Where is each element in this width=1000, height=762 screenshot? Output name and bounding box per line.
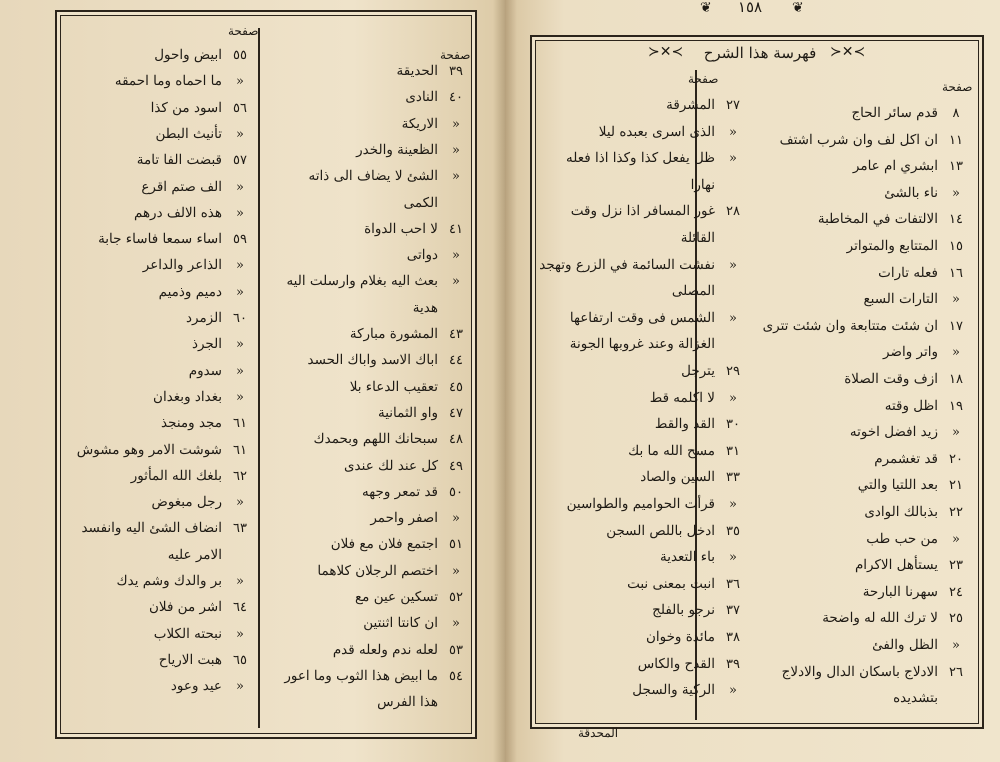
entry-page-number: « [236, 258, 244, 274]
entry-page-number: ٣٣ [726, 470, 740, 486]
entry-text: لا ترك الله له واضحة [822, 610, 938, 627]
index-entry [263, 509, 468, 528]
index-entry [263, 667, 468, 686]
entry-text: بتشديده [893, 690, 938, 707]
index-entry [263, 62, 468, 81]
entry-page-number: ١٦ [949, 265, 963, 281]
entry-text: اجتمع فلان مع فلان [330, 536, 438, 553]
entry-page-number: « [729, 310, 737, 326]
entry-page-number: ٤١ [449, 221, 463, 237]
entry-page-number: « [729, 497, 737, 512]
entry-text: يترجل [681, 363, 715, 379]
entry-page-number: ١٣ [949, 159, 963, 175]
entry-page-number: ٦٠ [233, 311, 247, 326]
entry-page-number: « [452, 511, 460, 527]
index-entry [263, 378, 468, 397]
index-entry [530, 495, 745, 514]
entry-page-number: « [729, 151, 737, 167]
entry-text: فعله تارات [878, 264, 938, 281]
index-entry [728, 423, 968, 442]
index-entry [263, 614, 468, 633]
index-entry [728, 317, 968, 336]
index-entry [728, 184, 968, 203]
entry-page-number: « [952, 638, 960, 653]
entry-text: لعله ندم ولعله قدم [332, 641, 438, 658]
entry-page-number: ٢٣ [949, 558, 963, 574]
index-entry [62, 441, 252, 460]
index-entry [62, 335, 252, 354]
page-footer: المحدقة [578, 726, 619, 740]
entry-page-number: « [952, 531, 960, 547]
entry-text: رجل مبغوض [151, 494, 222, 511]
index-entry [728, 370, 968, 389]
index-entry [62, 230, 252, 249]
index-entry [263, 141, 468, 160]
entry-page-number: ٣٩ [726, 656, 740, 672]
entry-page-number: « [452, 616, 460, 632]
entry-page-number: « [952, 425, 960, 441]
entry-page-number: ٦١ [233, 416, 247, 432]
entry-text: زيد افضل اخوته [849, 424, 938, 441]
entry-text: سبحانك اللهم وبحمدك [313, 431, 438, 448]
entry-page-number: ٤٥ [449, 379, 463, 395]
entry-text: التارات السبع [863, 291, 938, 308]
entry-text: هذه الالف درهم [133, 204, 222, 221]
entry-text: شوشت الامر وهو مشوش [76, 441, 222, 458]
index-entry [62, 151, 252, 170]
entry-text: ابشري ام عامر [852, 158, 938, 175]
entry-text: كل عند لك عندى [343, 457, 438, 474]
page-number: ١٥٨ [737, 0, 763, 16]
entry-text: قبضت الفا تامة [136, 152, 222, 169]
entry-text: الحديقة [396, 63, 438, 79]
entry-text: ما احماه وما احمقه [114, 73, 222, 90]
index-entry [728, 237, 968, 256]
index-entry [728, 343, 968, 362]
entry-text: ما ابيض هذا الثوب وما اعور [284, 667, 438, 684]
entry-text: الف صتم اقرع [141, 178, 222, 195]
entry-page-number: ٢٥ [949, 611, 963, 627]
entry-page-number: ١٤ [949, 212, 963, 228]
index-entry [263, 483, 468, 502]
entry-page-number: « [236, 679, 244, 695]
index-entry [728, 397, 968, 416]
entry-text: المشرقة [666, 97, 715, 113]
index-entry [530, 468, 745, 487]
entry-page-number: ٢٧ [726, 98, 740, 113]
index-entry [530, 442, 745, 461]
ornament-left-icon: ❦ [700, 0, 712, 16]
entry-page-number: ٣٦ [726, 576, 740, 592]
index-entry [263, 246, 468, 265]
entry-page-number: ٦٥ [233, 652, 247, 668]
index-entry [263, 562, 468, 581]
index-entry [62, 99, 252, 118]
entry-text: ان اكل لف وان شرب اشتف [779, 131, 938, 148]
index-entry [530, 202, 745, 221]
entry-text: اسود من كذا [150, 99, 222, 116]
index-entry [728, 450, 968, 469]
entry-page-number: « [236, 389, 244, 405]
entry-text: عيد وعود [170, 678, 222, 695]
entry-page-number: ٦٣ [233, 521, 247, 537]
entry-text: واو الثمانية [377, 404, 438, 421]
entry-text: قرأت الحواميم والطواسين [566, 496, 715, 512]
entry-text: الغزالة وعند غروبها الجونة [569, 336, 715, 353]
entry-page-number: ٣٠ [726, 417, 740, 433]
entry-text: السين والصاد [640, 469, 715, 486]
entry-page-number: ١٨ [949, 372, 963, 387]
index-entry [263, 535, 468, 554]
index-entry [62, 572, 252, 591]
entry-page-number: ٣٧ [726, 603, 740, 619]
index-entry [728, 556, 968, 575]
entry-page-number: « [452, 248, 460, 264]
index-entry [62, 546, 252, 564]
entry-text: انضاف الشئ اليه وانفسد [81, 520, 222, 537]
entry-text: تسكين عين مع [354, 589, 438, 605]
left-column-divider [258, 28, 260, 728]
entry-text: اباك الاسد واباك الحسد [307, 352, 438, 369]
index-entry [62, 651, 252, 670]
index-entry [530, 149, 745, 168]
index-entry [263, 430, 468, 449]
index-entry [62, 493, 252, 512]
entry-text: الذى اسرى بعبده ليلا [598, 123, 715, 140]
index-entry [263, 588, 468, 607]
index-entry [530, 96, 745, 115]
index-entry [728, 476, 968, 495]
entry-page-number: ٦٢ [233, 468, 247, 484]
book-gutter [493, 0, 517, 762]
index-entry [62, 519, 252, 538]
entry-text: القدح والكاس [637, 655, 715, 672]
entry-page-number: « [236, 574, 244, 589]
index-entry [62, 283, 252, 302]
index-entry [728, 689, 968, 707]
index-entry [62, 467, 252, 486]
entry-page-number: ٤٨ [449, 432, 463, 448]
entry-text: بعد اللتيا والتي [857, 477, 938, 494]
entry-text: باء التعدية [659, 549, 715, 566]
index-entry [728, 104, 968, 123]
index-entry [263, 404, 468, 423]
index-entry [62, 414, 252, 433]
entry-page-number: ٢٢ [949, 505, 963, 520]
entry-page-number: ٥٢ [449, 590, 463, 605]
entry-text: ناء بالشئ [884, 184, 938, 201]
entry-text: ان شئت متتابعة وان شئت تترى [762, 317, 938, 334]
entry-text: المتتابع والمتواتر [846, 238, 938, 254]
entry-text: ازف وقت الصلاة [844, 371, 938, 387]
entry-page-number: ٥١ [449, 537, 463, 553]
entry-text: القائلة [680, 230, 715, 246]
entry-page-number: ٥٠ [449, 484, 463, 500]
entry-text: الكمى [403, 194, 438, 211]
index-entry [530, 681, 745, 700]
entry-page-number: ٥٥ [233, 48, 247, 63]
index-entry [263, 325, 468, 344]
index-entry [530, 229, 745, 247]
index-entry [62, 362, 252, 381]
index-entry [728, 636, 968, 655]
entry-text: المصلى [671, 283, 715, 300]
index-entry [530, 256, 745, 275]
ornament-right-icon: ❦ [792, 0, 804, 16]
entry-page-number: ٢٦ [949, 664, 963, 680]
entry-text: مسح الله ما بك [628, 442, 715, 459]
entry-text: المشورة مباركة [349, 326, 438, 342]
index-entry [530, 176, 745, 194]
entry-text: ان كانتا اثنتين [363, 615, 438, 632]
entry-text: قدم سائر الحاج [851, 105, 938, 121]
entry-text: اختصم الرجلان كلاهما [317, 562, 438, 579]
entry-page-number: « [729, 124, 737, 140]
entry-text: النادى [405, 89, 438, 106]
index-entry [728, 131, 968, 150]
entry-page-number: « [452, 116, 460, 132]
index-entry [263, 641, 468, 660]
entry-page-number: ٣٥ [726, 523, 740, 539]
entry-page-number: « [729, 257, 737, 273]
right-col1-header: صفحة [942, 80, 973, 94]
index-entry [530, 628, 745, 647]
entry-page-number: ٦١ [233, 442, 247, 458]
index-entry [728, 583, 968, 602]
entry-text: الشمس فى وقت ارتفاعها [569, 309, 715, 326]
entry-page-number: « [729, 390, 737, 406]
index-entry [62, 125, 252, 144]
entry-text: يستأهل الاكرام [854, 557, 938, 574]
index-entry [530, 655, 745, 674]
index-entry [263, 299, 468, 317]
entry-text: واتر واضر [883, 344, 938, 361]
index-entry [263, 115, 468, 134]
entry-text: ابيض واحول [154, 47, 222, 63]
entry-text: بعث اليه بغلام وارسلت اليه [286, 273, 438, 290]
entry-text: الاريكة [401, 115, 438, 132]
entry-text: اظل وقته [884, 397, 938, 414]
entry-page-number: ٥٦ [233, 100, 247, 116]
entry-text: نهارا [690, 176, 715, 193]
entry-text: اساء سمعا فاساء جابة [98, 231, 222, 248]
index-entry [263, 693, 468, 711]
entry-text: ادخل باللص السجن [606, 522, 715, 539]
entry-text: انبت بمعنى نبت [627, 575, 715, 592]
index-entry [263, 220, 468, 239]
entry-page-number: ١٩ [949, 398, 963, 414]
entry-page-number: « [236, 337, 244, 353]
entry-page-number: « [452, 142, 460, 158]
index-entry [530, 335, 745, 353]
entry-page-number: ٣١ [726, 443, 740, 459]
entry-text: الشئ لا يضاف الى ذاته [308, 168, 438, 185]
entry-text: دواتى [406, 247, 438, 264]
entry-text: الظل والفئ [872, 637, 938, 653]
index-entry [728, 530, 968, 549]
entry-page-number: « [236, 284, 244, 300]
entry-page-number: « [236, 126, 244, 142]
index-entry [530, 548, 745, 567]
index-entry [263, 457, 468, 476]
index-entry [530, 389, 745, 408]
entry-page-number: ٦٤ [233, 600, 247, 616]
index-entry [728, 663, 968, 682]
entry-page-number: « [236, 495, 244, 511]
entry-page-number: « [729, 550, 737, 566]
index-entry [530, 415, 745, 434]
entry-page-number: « [952, 345, 960, 361]
index-entry [62, 72, 252, 91]
entry-text: بلغك الله المأثور [130, 467, 222, 484]
entry-text: الجرذ [191, 336, 222, 353]
left-col2-header: صفحة [228, 24, 259, 38]
entry-page-number: « [452, 563, 460, 579]
entry-page-number: ٤٣ [449, 327, 463, 342]
entry-page-number: ٣٨ [726, 630, 740, 645]
index-entry [530, 522, 745, 541]
entry-text: ظل يفعل كذا وكذا اذا فعله [566, 150, 715, 167]
entry-text: نبحته الكلاب [153, 625, 222, 642]
entry-text: اشر من فلان [148, 599, 222, 616]
index-entry [530, 362, 745, 381]
entry-page-number: « [952, 292, 960, 308]
entry-page-number: ٢١ [949, 478, 963, 494]
entry-page-number: ٥٣ [449, 642, 463, 658]
entry-text: مائدة وخوان [645, 629, 715, 645]
entry-page-number: ٣٩ [449, 64, 463, 79]
entry-text: هبت الارياح [158, 651, 222, 668]
index-entry [728, 503, 968, 522]
index-entry [62, 388, 252, 407]
entry-text: بذبالك الوادى [864, 504, 938, 520]
entry-text: لا احب الدواة [364, 220, 438, 237]
entry-page-number: « [729, 683, 737, 699]
entry-page-number: ٢٩ [726, 364, 740, 379]
entry-text: اصفر واحمر [370, 510, 438, 527]
entry-text: بر والدك وشم يدك [116, 573, 222, 589]
left-col1-header: صفحة [440, 48, 471, 62]
entry-page-number: « [236, 626, 244, 642]
entry-page-number: ٥٧ [233, 153, 247, 169]
entry-page-number: ١١ [949, 132, 963, 148]
title-ornament-left-icon: ≻✕≺ [648, 44, 684, 60]
index-entry [530, 309, 745, 328]
index-entry [728, 157, 968, 176]
entry-text: غور المسافر اذا نزل وقت [570, 203, 715, 220]
entry-page-number: « [236, 205, 244, 221]
index-entry [530, 575, 745, 594]
entry-page-number: ٢٨ [726, 204, 740, 220]
entry-page-number: ٢٤ [949, 584, 963, 600]
index-entry [728, 264, 968, 283]
entry-page-number: « [236, 74, 244, 90]
index-entry [728, 210, 968, 229]
entry-page-number: ١٥ [949, 239, 963, 254]
entry-page-number: « [452, 169, 460, 185]
index-entry [263, 194, 468, 212]
index-entry [530, 282, 745, 300]
entry-text: هدية [412, 299, 438, 316]
entry-text: الادلاج باسكان الدال والادلاج [781, 663, 938, 680]
entry-text: قد تغشمرم [874, 450, 938, 467]
entry-page-number: ٥٤ [449, 668, 463, 684]
entry-text: تعقيب الدعاء بلا [349, 378, 438, 395]
entry-text: دميم وذميم [158, 283, 222, 300]
entry-page-number: « [452, 274, 460, 290]
entry-page-number: ٨ [952, 106, 960, 121]
entry-text: نرجو بالفلج [652, 602, 715, 619]
entry-text: الالتفات في المخاطبة [817, 211, 938, 228]
entry-text: الزمرد [185, 310, 222, 326]
index-title: فهرسة هذا الشرح [703, 44, 817, 62]
entry-text: قد تمعر وجهه [362, 483, 438, 500]
entry-page-number: « [236, 179, 244, 195]
entry-page-number: « [952, 185, 960, 201]
entry-text: الركية والسجل [632, 682, 715, 699]
index-entry [62, 46, 252, 65]
index-entry [62, 256, 252, 275]
index-entry [263, 88, 468, 107]
entry-page-number: ١٧ [949, 318, 963, 334]
index-entry [530, 123, 745, 142]
entry-page-number: ٤٩ [449, 458, 463, 474]
entry-text: الامر عليه [167, 546, 222, 563]
entry-text: من حب طب [866, 530, 938, 547]
right-col2-header: صفحة [688, 72, 719, 86]
index-entry [728, 609, 968, 628]
entry-text: هذا الفرس [377, 694, 438, 711]
index-entry [530, 601, 745, 620]
entry-page-number: ٥٩ [233, 232, 247, 248]
entry-text: سهرنا البارحة [862, 583, 938, 600]
entry-page-number: ٢٠ [949, 451, 963, 467]
entry-page-number: « [236, 363, 244, 379]
entry-text: تأنيث البطن [155, 125, 222, 142]
index-entry [263, 351, 468, 370]
title-ornament-right-icon: ≻✕≺ [830, 44, 866, 60]
index-entry [62, 309, 252, 328]
entry-text: سدوم [188, 362, 222, 379]
entry-text: القد والقط [654, 416, 715, 433]
index-entry [62, 625, 252, 644]
index-entry [62, 178, 252, 197]
entry-text: لا اكلمه قط [649, 389, 715, 406]
entry-page-number: ٤٠ [449, 90, 463, 106]
index-entry [263, 272, 468, 291]
entry-text: نفشت السائمة في الزرع وتهجد [539, 256, 715, 273]
index-entry [728, 290, 968, 309]
entry-text: الذاعر والداعر [142, 257, 222, 274]
entry-page-number: ٤٤ [449, 353, 463, 369]
entry-page-number: ٤٧ [449, 405, 463, 421]
index-entry [62, 598, 252, 617]
index-entry [62, 204, 252, 223]
index-entry [263, 167, 468, 186]
entry-text: الظعينة والخدر [356, 141, 438, 158]
entry-text: مجد ومنجذ [161, 415, 222, 432]
entry-text: بغداد وبغدان [153, 388, 222, 405]
index-entry [62, 677, 252, 696]
